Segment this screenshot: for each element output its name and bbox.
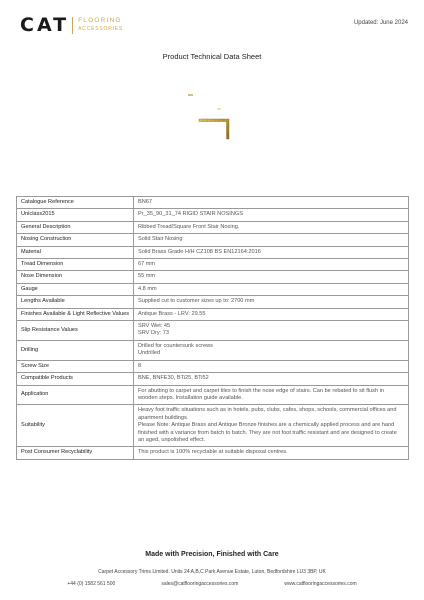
spec-value-compatible-products: BNE, BNFE30, BTi25, BTi52 xyxy=(134,373,409,385)
spec-label-nose-dimension: Nose Dimension xyxy=(17,271,134,283)
spec-value-drilling xyxy=(134,340,409,360)
spec-label-general-description: General Description xyxy=(17,221,134,233)
brand-logo[interactable] xyxy=(20,14,123,36)
spec-label-screw-size: Screw Size xyxy=(17,360,134,372)
logo-subtitle-line2: ACCESSORIES xyxy=(78,26,124,32)
suitability-situations: Heavy foot traffic situations such as in hotels, pubs, clubs, cafes, shops, schools, commercial offices and apartment buildings. xyxy=(138,407,397,421)
table-row xyxy=(17,271,409,283)
stair-nosing-profile-image xyxy=(180,78,250,148)
logo-subtitle xyxy=(78,17,123,33)
spec-value-general-description: Ribbed Tread/Square Front Stair Nosing. xyxy=(134,221,409,233)
spec-label-application: Application xyxy=(17,385,134,405)
table-row xyxy=(17,234,409,246)
table-row xyxy=(17,296,409,308)
spec-label-material: Material xyxy=(17,246,134,258)
table-row xyxy=(17,308,409,320)
spec-value-finishes-lrv: Antique Brass - LRV: 29.55 xyxy=(134,308,409,320)
table-row xyxy=(17,340,409,360)
spec-value-material: Solid Brass Grade H/H CZ108 BS EN12164:2016 xyxy=(134,246,409,258)
table-row xyxy=(17,283,409,295)
table-row xyxy=(17,405,409,447)
spec-label-recyclability: Post Consumer Recyclability xyxy=(17,447,134,459)
table-row xyxy=(17,447,409,459)
spec-value-screw-size: 8 xyxy=(134,360,409,372)
spec-label-nosing-construction: Nosing Construction xyxy=(17,234,134,246)
spec-value-nose-dimension: 55 mm xyxy=(134,271,409,283)
suitability-finish-note: Please Note: Antique Brass and Antique Bronze finishes are a chemically applied process and are hand finished with a variance from batch to batch. They are not foot traffic resistant and are designed to create an aged, unpolished effect. xyxy=(138,422,397,443)
srv-wet: SRV Wet: 45 xyxy=(138,323,171,330)
spec-label-catalogue-reference: Catalogue Reference xyxy=(17,197,134,209)
footer-contacts xyxy=(0,581,424,587)
spec-label-slip-resistance: Slip Resistance Values xyxy=(17,321,134,341)
spec-value-recyclability: This product is 100% recyclable at suitable disposal centres. xyxy=(134,447,409,459)
footer-address: Carpet Accessory Trims Limited. Units 24 A,B,C Park Avenue Estate, Luton, Bedfordshire LU3 3BP, UK xyxy=(98,569,326,575)
nosing-profile-shape xyxy=(199,119,229,139)
document-title: Product Technical Data Sheet xyxy=(162,52,262,61)
updated-date: Updated: June 2024 xyxy=(353,20,408,26)
spec-value-catalogue-reference: BN67 xyxy=(134,197,409,209)
table-row xyxy=(17,321,409,341)
drilling-option-undrilled: Undrilled xyxy=(138,350,161,357)
table-row xyxy=(17,197,409,209)
table-row xyxy=(17,385,409,405)
logo-wordmark: CAT xyxy=(20,14,70,36)
footer-email-link[interactable]: sales@catflooringaccessories.com xyxy=(161,581,239,587)
table-row xyxy=(17,246,409,258)
drilling-option-drilled: Drilled for countersunk screws xyxy=(138,342,213,349)
spec-label-lengths-available: Lengths Available xyxy=(17,296,134,308)
spec-label-compatible-products: Compatible Products xyxy=(17,373,134,385)
spec-value-nosing-construction: Solid Stair Nosing xyxy=(134,234,409,246)
table-row xyxy=(17,360,409,372)
spec-value-lengths-available: Supplied cut to customer sizes up to: 2700 mm xyxy=(134,296,409,308)
spec-value-application: For abutting to carpet and carpet tiles to finish the nose edge of stairs. Can be rebated to sit flush in wooden steps. Installation guide available. xyxy=(134,385,409,405)
spec-label-gauge: Gauge xyxy=(17,283,134,295)
spec-value-gauge: 4.8 mm xyxy=(134,283,409,295)
table-row xyxy=(17,259,409,271)
spec-table xyxy=(16,196,409,460)
spec-label-drilling: Drilling xyxy=(17,340,134,360)
table-row xyxy=(17,209,409,221)
spec-label-tread-dimension: Tread Dimension xyxy=(17,259,134,271)
spec-value-uniclass: Pr_35_90_31_74 RIGID STAIR NOSINGS xyxy=(134,209,409,221)
spec-value-slip-resistance xyxy=(134,321,409,341)
spec-value-tread-dimension: 67 mm xyxy=(134,259,409,271)
spec-label-uniclass: Uniclass2015 xyxy=(17,209,134,221)
table-row xyxy=(17,373,409,385)
footer-phone[interactable]: +44 (0) 1582 561 500 xyxy=(67,581,116,587)
footer-tagline: Made with Precision, Finished with Care xyxy=(145,551,279,558)
srv-dry: SRV Dry: 73 xyxy=(138,330,169,337)
logo-divider xyxy=(72,17,73,34)
footer-website-link[interactable]: www.catflooringaccessories.com xyxy=(284,581,357,587)
spec-label-finishes-lrv: Finishes Available & Light Reflective Values xyxy=(17,308,134,320)
table-row xyxy=(17,221,409,233)
logo-subtitle-line1: FLOORING xyxy=(78,17,122,24)
header xyxy=(20,14,408,38)
spec-value-suitability xyxy=(134,405,409,447)
spec-label-suitability: Suitability xyxy=(17,405,134,447)
